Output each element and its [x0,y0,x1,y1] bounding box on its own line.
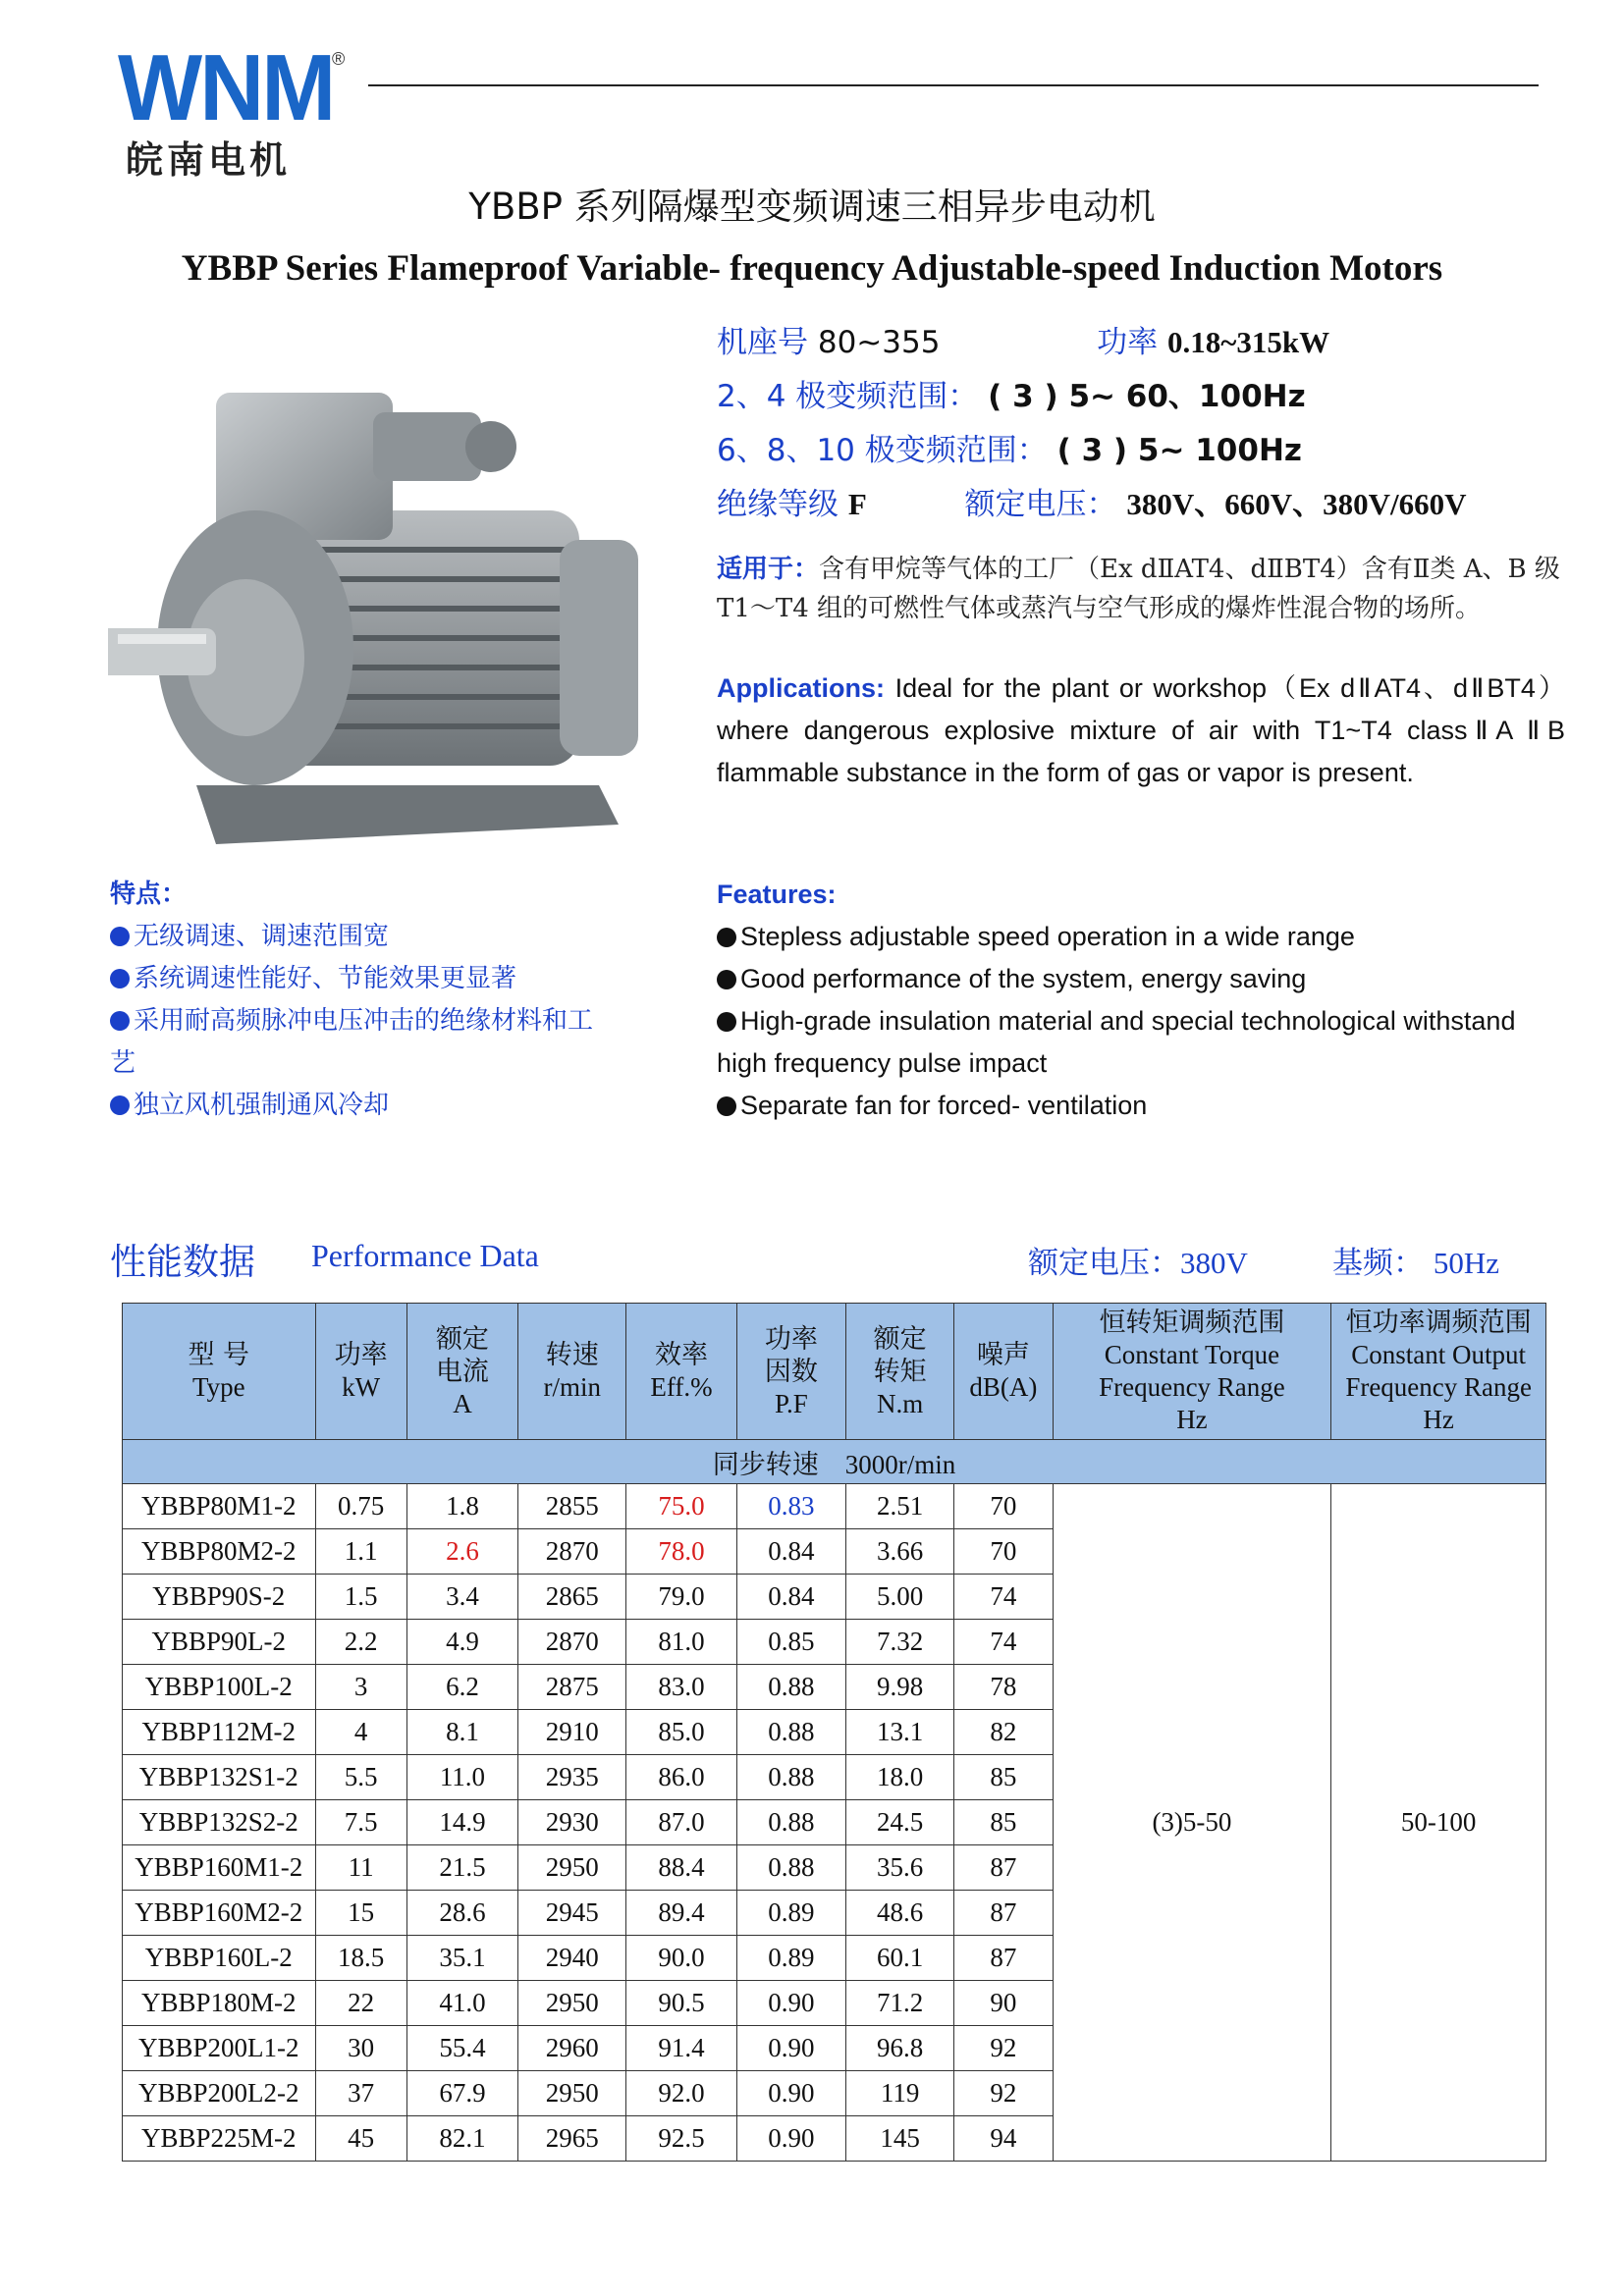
table-cell: 2865 [518,1575,626,1620]
performance-header [110,1232,1543,1281]
table-cell: 0.90 [736,2026,845,2071]
bullet-icon [717,1012,736,1032]
table-cell: 0.88 [736,1710,845,1755]
performance-frequency: 基频： 50Hz [1332,1246,1500,1281]
table-cell: 14.9 [406,1800,517,1845]
table-cell: 92 [954,2026,1053,2071]
table-cell: 87 [954,1845,1053,1891]
feature-en-item: Separate fan for forced- ventilation [717,1085,1561,1127]
applications-cn-text: 含有甲烷等气体的工厂（Ex dⅡAT4、dⅡBT4）含有Ⅱ类 A、B 级 T1～T4 组的可燃性气体或蒸汽与空气形成的爆炸性混合物的场所。 [717,555,1560,623]
applications-en-text: Ideal for the plant or workshop（Ex dⅡAT4、dⅡBT4）where dangerous explosive mixture of air with T1~T4 classⅡA ⅡB flammable substance in the form of gas or vapor is present. [717,673,1565,787]
table-cell: 71.2 [845,1981,953,2026]
feature-en-item: Good performance of the system, energy saving [717,958,1561,1000]
table-cell: 79.0 [626,1575,736,1620]
table-cell: YBBP160L-2 [123,1936,316,1981]
pole24-value: ( 3 ) 5~ 60、100Hz [988,379,1306,414]
table-cell: 2870 [518,1620,626,1665]
table-row [123,1484,1546,1529]
sync-speed-row [123,1440,1546,1484]
table-cell: 35.6 [845,1845,953,1891]
table-cell: 2950 [518,2071,626,2116]
table-cell: YBBP160M2-2 [123,1891,316,1936]
table-cell: 35.1 [406,1936,517,1981]
page-title-cn: YBBP 系列隔爆型变频调速三相异步电动机 [468,186,1156,228]
table-cell: 87 [954,1936,1053,1981]
table-cell: 15 [315,1891,406,1936]
table-cell: 2935 [518,1755,626,1800]
insulation-label: 绝缘等级 [717,487,839,522]
table-cell: 87 [954,1891,1053,1936]
table-cell: 5.5 [315,1755,406,1800]
registered-mark: ® [332,49,346,69]
col-efficiency: 效率 Eff.% [626,1304,736,1440]
table-cell: YBBP112M-2 [123,1710,316,1755]
table-cell: 8.1 [406,1710,517,1755]
table-cell: 0.88 [736,1845,845,1891]
spec-line-pole6810 [717,425,1302,469]
table-cell: 11.0 [406,1755,517,1800]
table-cell: 7.32 [845,1620,953,1665]
table-cell: 96.8 [845,2026,953,2071]
table-cell: YBBP200L2-2 [123,2071,316,2116]
table-cell: 2930 [518,1800,626,1845]
voltage-label: 额定电压： [964,487,1117,522]
table-cell: YBBP225M-2 [123,2116,316,2162]
table-cell: 2910 [518,1710,626,1755]
table-cell: 60.1 [845,1936,953,1981]
feature-en-item: Stepless adjustable speed operation in a wide range [717,916,1561,958]
table-cell: 24.5 [845,1800,953,1845]
table-cell: 74 [954,1620,1053,1665]
table-cell: 85 [954,1800,1053,1845]
table-cell: 4.9 [406,1620,517,1665]
performance-title-en: Performance Data [311,1238,539,1273]
table-cell: 1.1 [315,1529,406,1575]
bullet-icon [110,1011,130,1031]
table-cell: 2950 [518,1845,626,1891]
table-cell: 0.89 [736,1891,845,1936]
table-cell: YBBP132S1-2 [123,1755,316,1800]
table-cell: 0.88 [736,1665,845,1710]
table-cell: 145 [845,2116,953,2162]
performance-voltage: 额定电压：380V [1028,1246,1248,1281]
table-cell: 3 [315,1665,406,1710]
table-cell: 88.4 [626,1845,736,1891]
table-cell: 0.88 [736,1755,845,1800]
table-cell: YBBP90L-2 [123,1620,316,1665]
constant-output-range: 50-100 [1331,1484,1546,2162]
table-cell: 0.90 [736,1981,845,2026]
table-cell: YBBP200L1-2 [123,2026,316,2071]
col-power: 功率 kW [315,1304,406,1440]
table-cell: YBBP100L-2 [123,1665,316,1710]
power-value: 0.18~315kW [1167,325,1330,359]
applications-en-label: Applications: [717,673,886,703]
table-cell: 6.2 [406,1665,517,1710]
features-cn-title: 特点： [110,880,188,909]
feature-cn-item: 独立风机强制通风冷却 [110,1085,601,1127]
table-cell: YBBP80M1-2 [123,1484,316,1529]
bullet-icon [717,1096,736,1116]
table-cell: 0.90 [736,2116,845,2162]
voltage-value: 380V、660V、380V/660V [1126,487,1467,521]
table-cell: 2950 [518,1981,626,2026]
motor-image [108,353,658,864]
frame-value: 80~355 [817,325,941,360]
col-noise: 噪声 dB(A) [954,1304,1053,1440]
bullet-icon [110,969,130,988]
spec-line-insulation-voltage [717,479,1467,523]
table-cell: 2960 [518,2026,626,2071]
table-cell: 21.5 [406,1845,517,1891]
features-en-title: Features: [717,880,837,909]
table-cell: 82.1 [406,2116,517,2162]
table-cell: 2965 [518,2116,626,2162]
table-cell: 85.0 [626,1710,736,1755]
bullet-icon [110,1095,130,1115]
feature-cn-item: 采用耐高频脉冲电压冲击的绝缘材料和工艺 [110,1006,594,1078]
table-cell: 45 [315,2116,406,2162]
table-cell: 119 [845,2071,953,2116]
table-cell: 90 [954,1981,1053,2026]
table-cell: 2870 [518,1529,626,1575]
bullet-icon [110,927,130,946]
features-en [717,874,1561,1127]
table-cell: 9.98 [845,1665,953,1710]
table-cell: 1.5 [315,1575,406,1620]
table-cell: 5.00 [845,1575,953,1620]
table-cell: 3.4 [406,1575,517,1620]
col-type: 型 号 Type [123,1304,316,1440]
table-cell: 30 [315,2026,406,2071]
table-cell: 75.0 [626,1484,736,1529]
frame-label: 机座号 [717,325,808,360]
bullet-icon [717,970,736,989]
table-cell: 87.0 [626,1800,736,1845]
insulation-value: F [847,487,867,521]
table-cell: 67.9 [406,2071,517,2116]
table-cell: 83.0 [626,1665,736,1710]
table-cell: 41.0 [406,1981,517,2026]
col-torque: 额定 转矩 N.m [845,1304,953,1440]
performance-title-cn: 性能数据 [110,1241,255,1283]
company-logo [118,35,363,182]
table-cell: 0.89 [736,1936,845,1981]
table-cell: YBBP180M-2 [123,1981,316,2026]
performance-table [122,1303,1546,2162]
header-rule [368,84,1539,86]
table-cell: 28.6 [406,1891,517,1936]
col-constant-output: 恒功率调频范围 Constant Output Frequency Range Hz [1331,1304,1546,1440]
table-cell: 74 [954,1575,1053,1620]
col-current: 额定 电流 A [406,1304,517,1440]
table-cell: 90.5 [626,1981,736,2026]
table-cell: 86.0 [626,1755,736,1800]
table-cell: 94 [954,2116,1053,2162]
table-cell: YBBP160M1-2 [123,1845,316,1891]
table-cell: 11 [315,1845,406,1891]
applications-cn-label: 适用于： [717,555,820,584]
applications-en [717,667,1565,794]
table-cell: 55.4 [406,2026,517,2071]
table-cell: YBBP90S-2 [123,1575,316,1620]
table-cell: 7.5 [315,1800,406,1845]
table-cell: 0.85 [736,1620,845,1665]
table-cell: 92 [954,2071,1053,2116]
table-cell: 82 [954,1710,1053,1755]
applications-cn [717,550,1565,628]
table-cell: 81.0 [626,1620,736,1665]
table-cell: 78.0 [626,1529,736,1575]
col-power-factor: 功率 因数 P.F [736,1304,845,1440]
table-cell: 2.2 [315,1620,406,1665]
table-cell: 2.6 [406,1529,517,1575]
power-label: 功率 [1097,325,1159,360]
pole24-label: 2、4 极变频范围： [717,379,979,414]
table-header-row [123,1304,1546,1440]
sync-speed-cell: 同步转速 3000r/min [123,1440,1546,1484]
table-cell: 78 [954,1665,1053,1710]
table-cell: 2.51 [845,1484,953,1529]
table-cell: 85 [954,1755,1053,1800]
table-cell: 22 [315,1981,406,2026]
table-cell: 89.4 [626,1891,736,1936]
table-cell: 48.6 [845,1891,953,1936]
table-cell: 0.84 [736,1575,845,1620]
table-cell: 92.0 [626,2071,736,2116]
feature-en-item: High-grade insulation material and special technological withstand high frequency pulse impact [717,1006,1516,1078]
feature-cn-item: 系统调速性能好、节能效果更显著 [110,958,601,1000]
spec-line-pole24 [717,371,1306,415]
table-cell: 18.5 [315,1936,406,1981]
table-cell: 0.90 [736,2071,845,2116]
feature-cn-item: 无级调速、调速范围宽 [110,916,601,958]
table-cell: 90.0 [626,1936,736,1981]
pole6810-label: 6、8、10 极变频范围： [717,433,1048,468]
table-cell: 0.83 [736,1484,845,1529]
table-cell: 0.75 [315,1484,406,1529]
table-cell: 3.66 [845,1529,953,1575]
table-cell: 2875 [518,1665,626,1710]
bullet-icon [717,928,736,947]
features-cn [110,874,601,1127]
table-cell: 91.4 [626,2026,736,2071]
table-cell: 13.1 [845,1710,953,1755]
table-cell: 0.84 [736,1529,845,1575]
company-name-cn: 皖南电机 [126,138,292,182]
constant-torque-range: (3)5-50 [1053,1484,1331,2162]
table-cell: 1.8 [406,1484,517,1529]
table-cell: YBBP132S2-2 [123,1800,316,1845]
table-cell: 92.5 [626,2116,736,2162]
table-cell: 70 [954,1529,1053,1575]
page-title-en: YBBP Series Flameproof Variable- frequency Adjustable-speed Induction Motors [181,248,1443,289]
table-cell: 37 [315,2071,406,2116]
table-cell: 18.0 [845,1755,953,1800]
col-constant-torque: 恒转矩调频范围 Constant Torque Frequency Range Hz [1053,1304,1331,1440]
table-cell: 2945 [518,1891,626,1936]
table-cell: YBBP80M2-2 [123,1529,316,1575]
table-cell: 70 [954,1484,1053,1529]
col-speed: 转速 r/min [518,1304,626,1440]
pole6810-value: ( 3 ) 5~ 100Hz [1056,433,1302,468]
spec-line-frame-power [717,317,1329,361]
logo-wordmark: WNM [118,35,334,140]
table-cell: 2855 [518,1484,626,1529]
table-cell: 0.88 [736,1800,845,1845]
table-cell: 2940 [518,1936,626,1981]
table-cell: 4 [315,1710,406,1755]
